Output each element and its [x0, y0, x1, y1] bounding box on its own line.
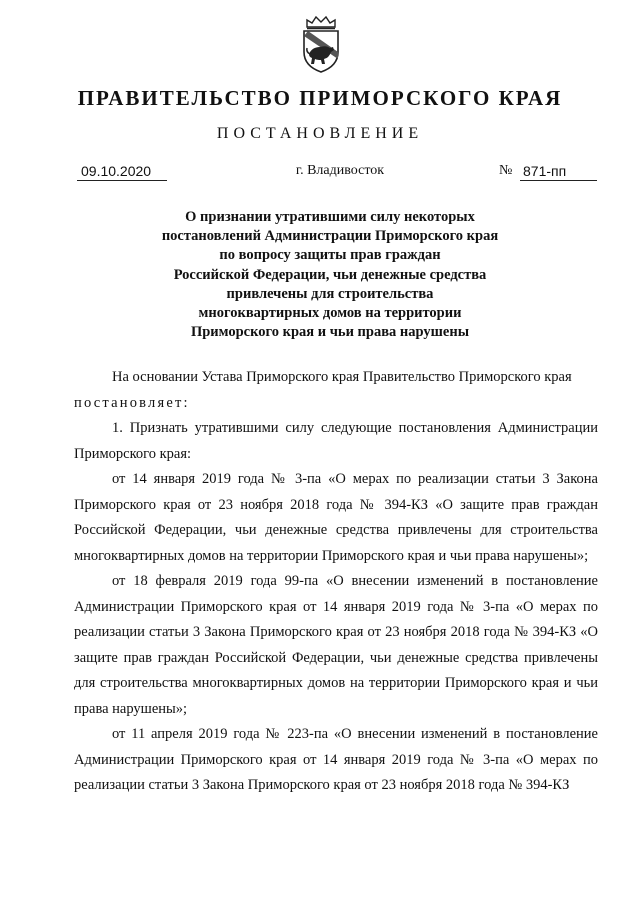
coat-of-arms-icon — [298, 14, 344, 74]
document-type: ПОСТАНОВЛЕНИЕ — [216, 125, 424, 142]
resolves-word — [74, 391, 598, 417]
document-city: г. Владивосток — [295, 163, 385, 178]
document-date: 09.10.2020 — [77, 162, 167, 181]
repealed-act-paragraph: от 14 января 2019 года № 3-па «О мерах по реализации статьи 3 Закона Приморского края от 23 ноября 2018 года № 394-КЗ «О защите прав граждан Российской Федерации, чьи денежные средства привлечены для строительства многоквартирных домов на территории Приморского края и чьи права нарушены»; — [74, 471, 598, 564]
subject-line: по вопросу защиты прав граждан — [219, 247, 441, 264]
subject-line: привлечены для строительства — [226, 285, 434, 302]
subject-line: Приморского края и чьи права нарушены — [190, 324, 470, 341]
subject-line: многоквартирных домов на территории — [198, 305, 462, 322]
subject-line: О признании утратившими силу некоторых — [185, 209, 475, 225]
document-number: 871-пп — [520, 162, 597, 181]
repealed-act-paragraph: от 18 февраля 2019 года 99-па «О внесении изменений в постановление Администрации Приморского края от 14 января 2019 года № 3-па «О мерах по реализации статьи 3 Закона Приморского края от 23 ноября 2018 года № 394-КЗ «О защите прав граждан Российской Федерации, чьи денежные средства привлечены для строительства многоквартирных домов на территории Приморского края и чьи права нарушены»; — [74, 573, 598, 717]
preamble-paragraph: На основании Устава Приморского края Правительство Приморского края — [112, 369, 572, 385]
document-subject — [140, 208, 520, 342]
document-body — [74, 365, 598, 799]
subject-line: Российской Федерации, чьи денежные средства — [173, 266, 487, 283]
item-1-paragraph: 1. Признать утратившими силу следующие постановления Администрации Приморского края: — [74, 420, 598, 462]
subject-line: постановлений Администрации Приморского края — [161, 228, 499, 245]
government-title: ПРАВИТЕЛЬСТВО ПРИМОРСКОГО КРАЯ — [77, 86, 563, 110]
resolves-text: постановляет: — [74, 394, 190, 411]
repealed-act-paragraph: от 11 апреля 2019 года № 223-па «О внесении изменений в постановление Администрации Приморского края от 14 января 2019 года № 3-па «О мерах по реализации статьи 3 Закона Приморского края от 23 ноября 2018 года № 394-КЗ — [74, 726, 598, 793]
number-sign: № — [499, 163, 513, 178]
